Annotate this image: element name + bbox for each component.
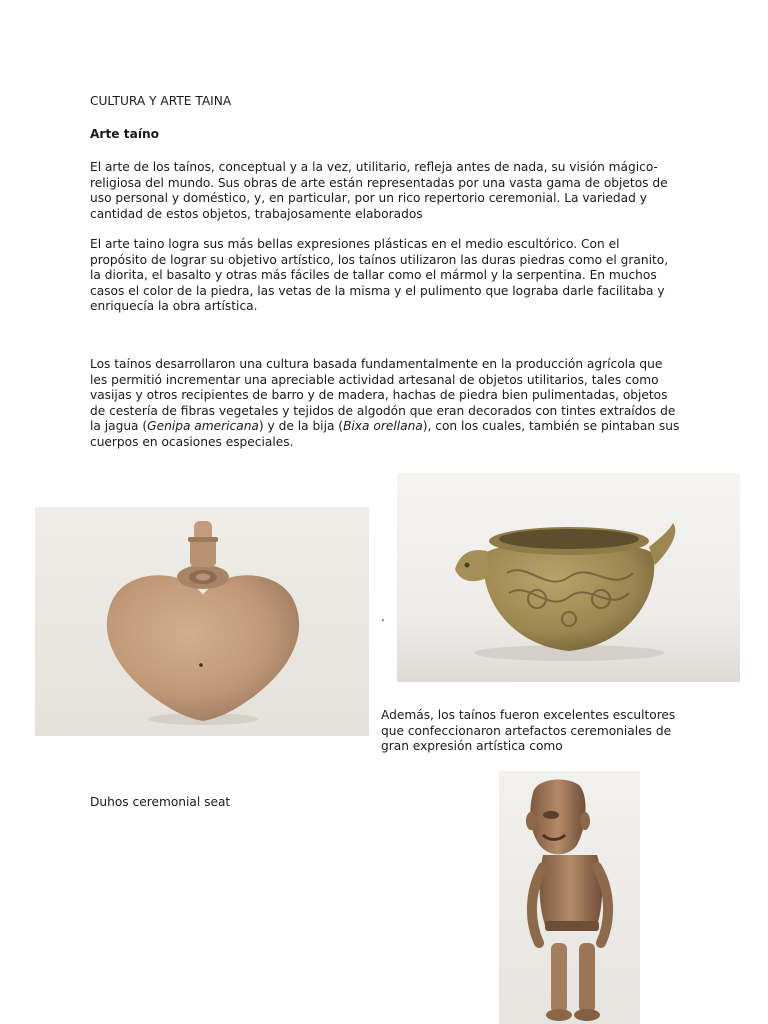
decorated-bowl-image: [397, 473, 740, 682]
paragraph-3-text-c: ), con los cuales, también se pintaban sus cuerpos en ocasiones especiales.: [90, 419, 680, 449]
duhos-label: Duhos ceremonial seat: [90, 795, 231, 809]
paragraph-3: [90, 357, 680, 451]
bixa-species-name: Bixa orellana: [343, 419, 423, 434]
seated-figure-photo: [499, 771, 640, 1024]
section-heading: Arte taíno: [90, 127, 160, 141]
paragraph-1: El arte de los taínos, conceptual y a la vez, utilitario, refleja antes de nada, su visión mágico-religiosa del mundo. Sus obras de arte están representadas por una vasta gama de objetos de uso personal y doméstico, y, en particular, por un rico repertorio ceremonial. La variedad y cantidad de estos objetos, trabajosamente elaborados: [90, 160, 668, 221]
heart-vessel-photo: [35, 507, 369, 736]
sculptors-caption: Además, los taínos fueron excelentes escultores que confeccionaron artefactos ceremoniales de gran expresión artística como: [381, 708, 676, 754]
page-title: CULTURA Y ARTE TAINA: [90, 94, 232, 108]
paragraph-2: El arte taino logra sus más bellas expresiones plásticas en el medio escultórico. Con el propósito de lograr su objetivo artístico, los taínos utilizaron las duras piedras como el granito, la diorita, el basalto y otras más fáciles de tallar como el mármol y la serpentina. En muchos casos el color de la piedra, las vetas de la misma y el pulimento que lograba darle facilitaba y enriquecía la obra artística.: [90, 237, 669, 314]
seated-figure-image: [499, 771, 640, 1024]
paragraph-3-text-b: ) y de la bija (: [258, 419, 344, 434]
heart-vessel-image: [35, 507, 369, 736]
decorated-bowl-photo: [397, 473, 740, 682]
paragraph-3-text-a: Los taínos desarrollaron una cultura basada fundamentalmente en la producción agrícola que les permitió incrementar una apreciable actividad artesanal de objetos utilitarios, tales como vasijas y otros recipientes de barro y de madera, hachas de piedra bien pulimentadas, objetos de cestería de fibras vegetales y tejidos de algodón que eran decorados con tintes extraídos de la jagua (: [90, 357, 676, 434]
stray-dot: .: [381, 610, 385, 624]
genipa-species-name: Genipa americana: [147, 419, 259, 434]
